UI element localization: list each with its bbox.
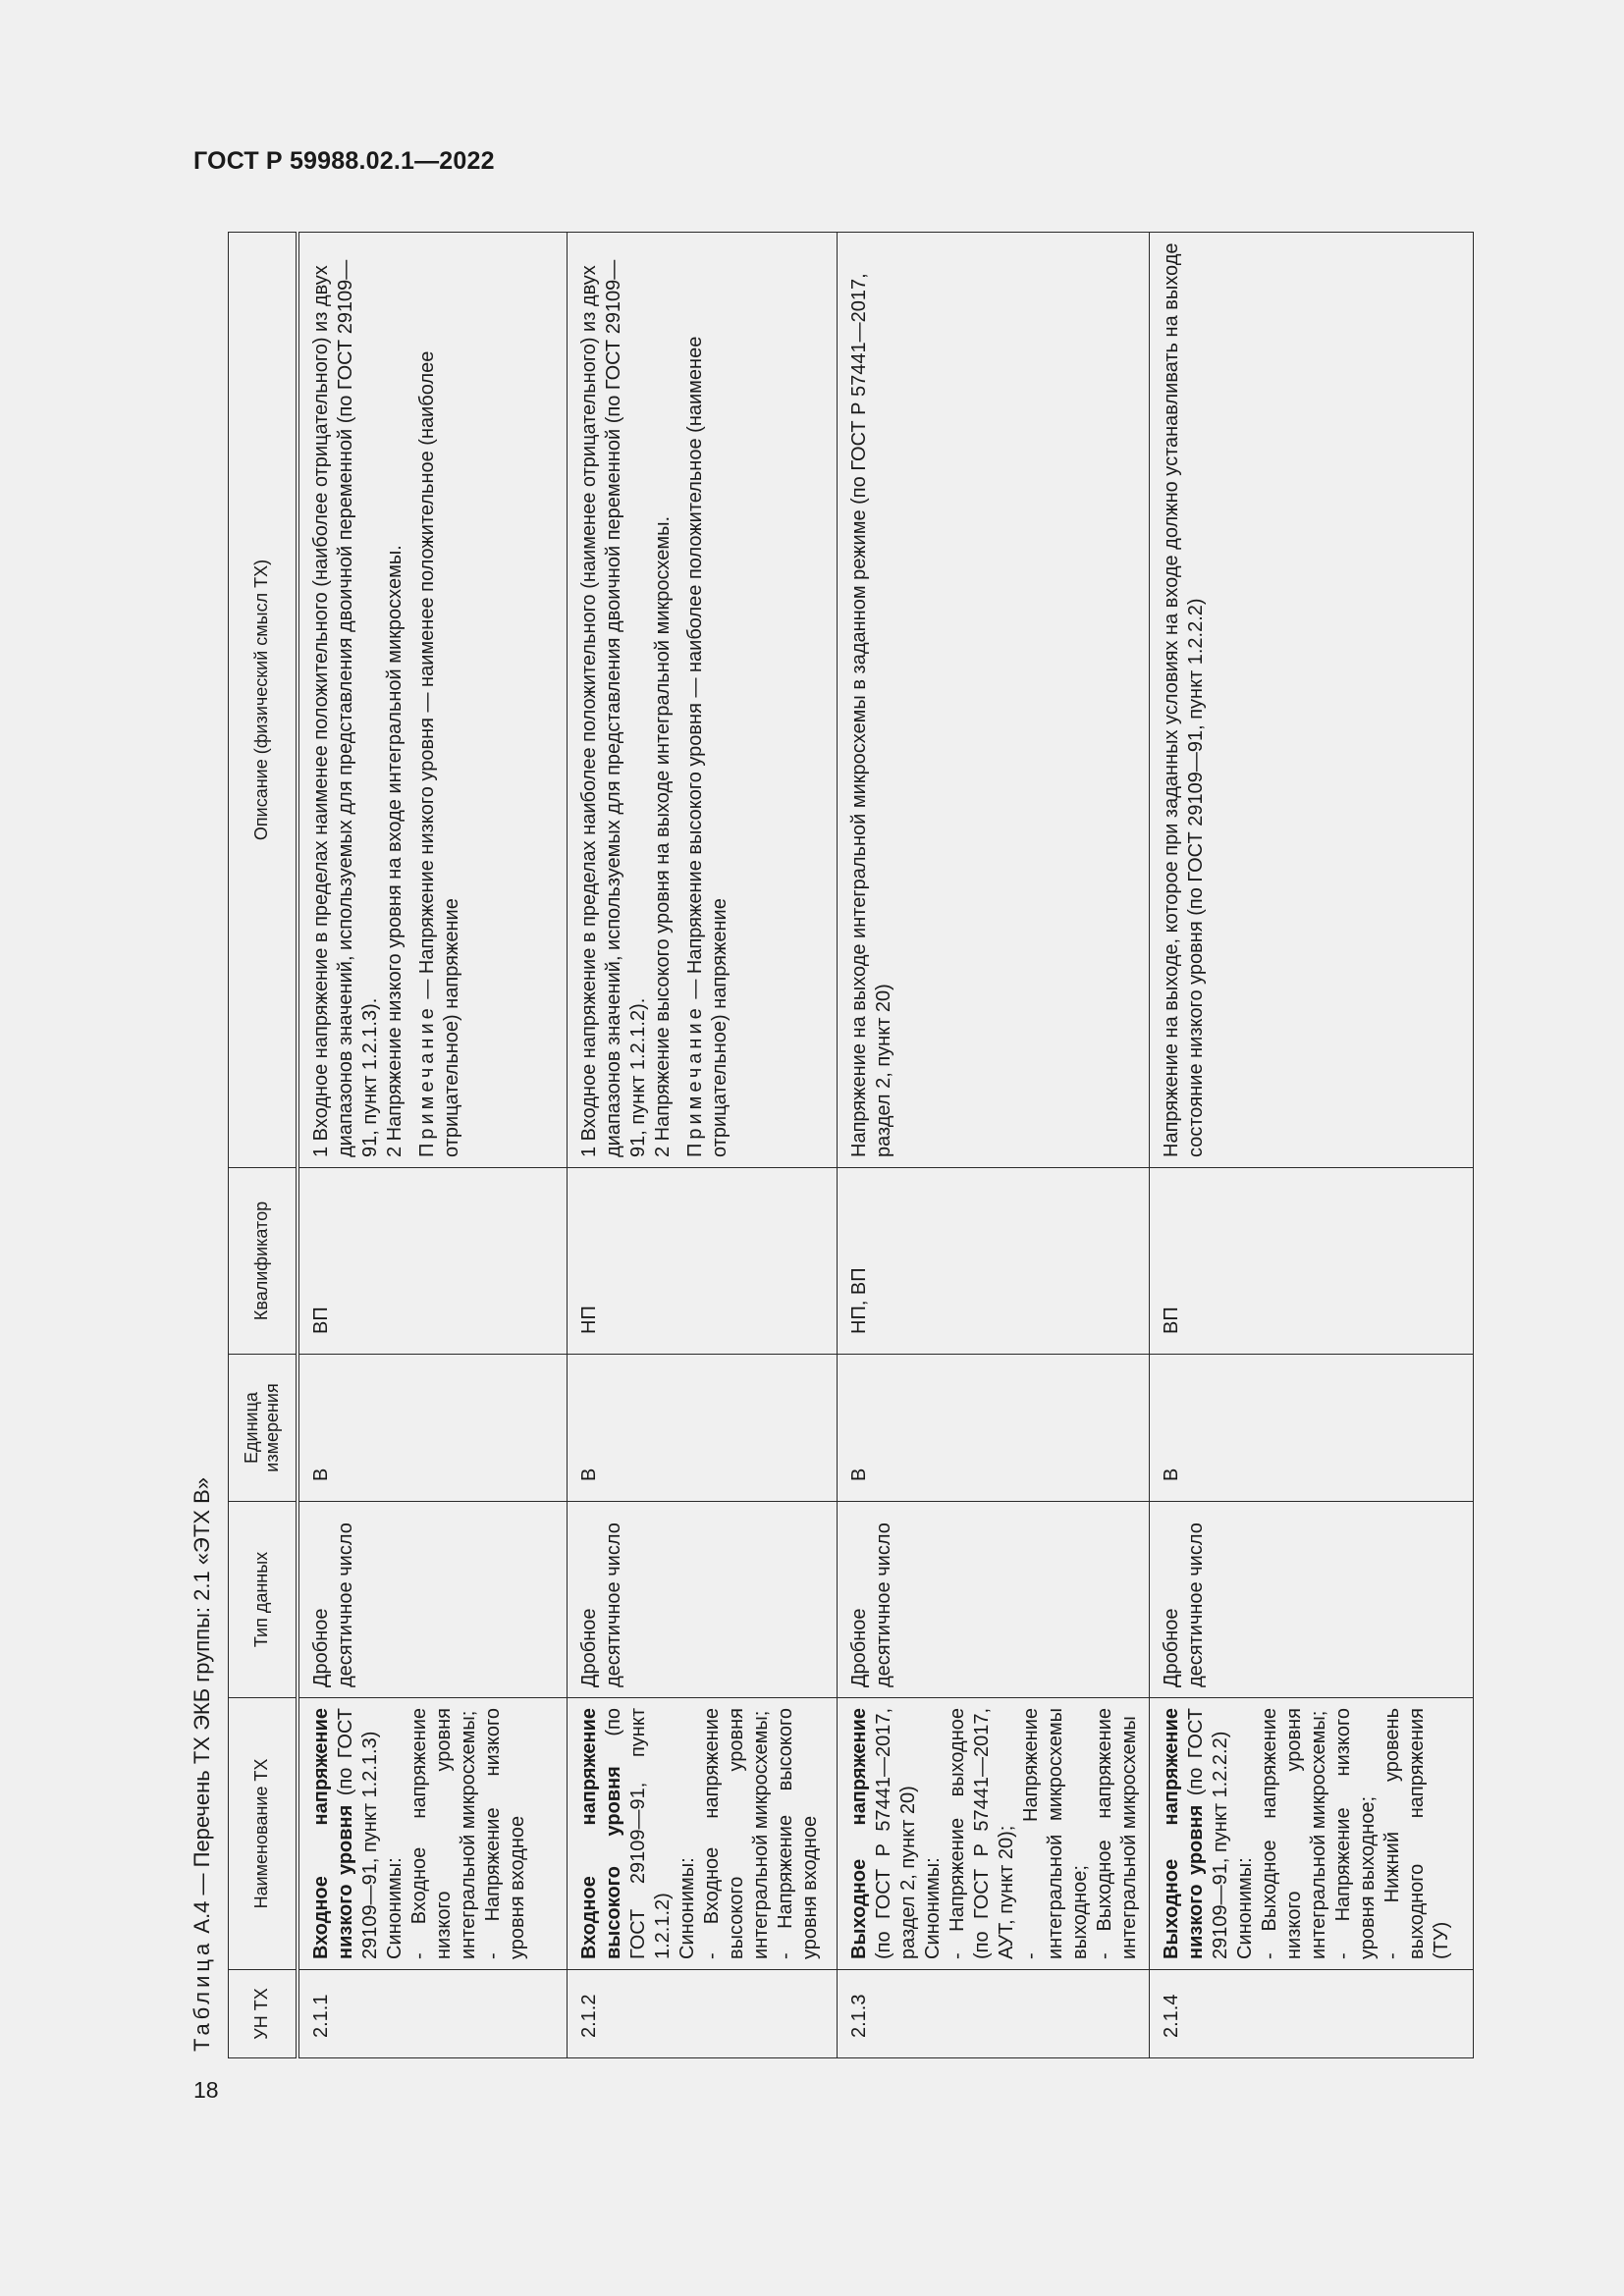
cell-description-item: 1 Входное напряжение в пределах наименее положительного (наиболее отрицательного) из двух диапазонов значений, используемых для представления двоичной переменной (по ГОСТ 29109—91, пункт 1.2.1.3). xyxy=(309,259,381,1157)
cell-name-bold: Выходное напряжение низкого уровня xyxy=(1161,1708,1207,1959)
cell-description-item: 1 Входное напряжение в пределах наиболее положительного (наименее отрицательного) из двух диапазонов значений, используемых для представления двоичной переменной (по ГОСТ 29109—91, пункт 1.2.1.2). xyxy=(578,259,649,1157)
cell-note-label: Примечание xyxy=(415,1004,438,1157)
cell-description xyxy=(1150,233,1474,1168)
table-caption-text: А.4 — Перечень ТХ ЭКБ группы: 2.1 «ЭТХ В» xyxy=(189,1476,214,1934)
cell-synonym: - Напряжение низкого уровня выходное; xyxy=(1332,1708,1379,1959)
cell-type: Дробное десятичное число xyxy=(298,1502,568,1698)
cell-synonym: - Напряжение интегральной микросхемы выходное; xyxy=(1020,1708,1091,1959)
cell-unit: В xyxy=(838,1355,1150,1502)
table-caption-prefix: Таблица xyxy=(189,1939,214,2052)
rotated-table-wrapper xyxy=(228,233,1473,2058)
cell-synonym: - Напряжение высокого уровня входное xyxy=(775,1708,821,1959)
table-row xyxy=(1150,233,1474,2058)
cell-note xyxy=(683,242,732,1157)
cell-synonym: - Входное напряжение низкого уровня интегральной микросхемы; xyxy=(407,1708,479,1959)
cell-unit: В xyxy=(568,1355,838,1502)
cell-description xyxy=(838,233,1150,1168)
cell-synonym: - Напряжение низкого уровня входное xyxy=(481,1708,528,1959)
cell-note-text: — Напряжение низкого уровня — наименее положительное (наиболее отрицательное) напряжение xyxy=(415,350,462,1157)
cell-note-text: — Напряжение высокого уровня — наиболее положительное (наименее отрицательное) напряжение xyxy=(684,336,731,1157)
cell-synonym: - Напряжение выходное (по ГОСТ Р 57441—2017, АУТ, пункт 20); xyxy=(947,1708,1017,1959)
cell-qualifier: НП, ВП xyxy=(838,1168,1150,1355)
cell-unit: В xyxy=(298,1355,568,1502)
table-row xyxy=(298,233,568,2058)
table-caption-wrapper xyxy=(183,1384,222,2052)
cell-un: 2.1.1 xyxy=(298,1970,568,2058)
table-row xyxy=(568,233,838,2058)
cell-name-bold: Входное напряжение низкого уровня xyxy=(309,1708,356,1959)
header-type: Тип данных xyxy=(229,1502,298,1698)
cell-un: 2.1.4 xyxy=(1150,1970,1474,2058)
tx-table xyxy=(228,232,1474,2058)
cell-description-item: Напряжение на выходе, которое при заданных условиях на входе должно устанавливать на выходе состояние низкого уровня (по ГОСТ 29109—91, пункт 1.2.2.2) xyxy=(1161,242,1207,1157)
cell-name-ref: (по ГОСТ 29109—91, пункт 1.2.2.2) xyxy=(1185,1708,1231,1959)
cell-name xyxy=(838,1698,1150,1970)
cell-qualifier: ВП xyxy=(298,1168,568,1355)
cell-note-label: Примечание xyxy=(684,1004,706,1157)
cell-type: Дробное десятичное число xyxy=(1150,1502,1474,1698)
cell-type: Дробное десятичное число xyxy=(568,1502,838,1698)
cell-name xyxy=(298,1698,568,1970)
header-unit: Единица измерения xyxy=(229,1355,298,1502)
cell-description-item: 2 Напряжение низкого уровня на входе интегральной микросхемы. xyxy=(383,545,406,1157)
cell-name xyxy=(1150,1698,1474,1970)
document-standard-id: ГОСТ Р 59988.02.1—2022 xyxy=(193,147,495,175)
cell-description-item: 2 Напряжение высокого уровня на выходе интегральной микросхемы. xyxy=(652,515,674,1157)
cell-synonym: - Выходное напряжение интегральной микросхемы xyxy=(1094,1708,1140,1959)
cell-synonyms-label: Синонимы: xyxy=(922,1857,944,1959)
cell-synonyms-label: Синонимы: xyxy=(383,1857,406,1959)
page-number: 18 xyxy=(193,2077,219,2103)
table-header-row xyxy=(229,233,298,2058)
cell-name-bold: Выходное напряжение xyxy=(848,1708,870,1959)
cell-synonym: - Нижний уровень выходного напряжения (ТУ) xyxy=(1381,1708,1452,1959)
header-name: Наименование ТХ xyxy=(229,1698,298,1970)
cell-description xyxy=(568,233,838,1168)
cell-description-item: Напряжение на выходе интегральной микросхемы в заданном режиме (по ГОСТ Р 57441—2017, раздел 2, пункт 20) xyxy=(848,273,894,1157)
header-description: Описание (физический смысл ТХ) xyxy=(229,233,298,1168)
table-row xyxy=(838,233,1150,2058)
cell-note xyxy=(415,242,464,1157)
cell-un: 2.1.2 xyxy=(568,1970,838,2058)
cell-synonym: - Выходное напряжение низкого уровня интегральной микросхемы; xyxy=(1259,1708,1329,1959)
cell-unit: В xyxy=(1150,1355,1474,1502)
header-un: УН ТХ xyxy=(229,1970,298,2058)
cell-synonyms-label: Синонимы: xyxy=(1234,1857,1256,1959)
cell-description xyxy=(298,233,568,1168)
cell-un: 2.1.3 xyxy=(838,1970,1150,2058)
cell-name-ref: (по ГОСТ Р 57441—2017, раздел 2, пункт 20) xyxy=(873,1708,919,1959)
cell-name-ref: (по ГОСТ 29109—91, пункт 1.2.1.2) xyxy=(603,1708,674,1959)
cell-name xyxy=(568,1698,838,1970)
cell-type: Дробное десятичное число xyxy=(838,1502,1150,1698)
cell-synonyms-label: Синонимы: xyxy=(677,1857,698,1959)
header-qualifier: Квалификатор xyxy=(229,1168,298,1355)
cell-qualifier: НП xyxy=(568,1168,838,1355)
table-caption xyxy=(183,1384,222,2052)
cell-synonym: - Входное напряжение высокого уровня интегральной микросхемы; xyxy=(701,1708,772,1959)
cell-qualifier: ВП xyxy=(1150,1168,1474,1355)
cell-name-bold: Входное напряжение высокого уровня xyxy=(578,1708,624,1959)
cell-name-ref: (по ГОСТ 29109—91, пункт 1.2.1.3) xyxy=(334,1708,381,1959)
